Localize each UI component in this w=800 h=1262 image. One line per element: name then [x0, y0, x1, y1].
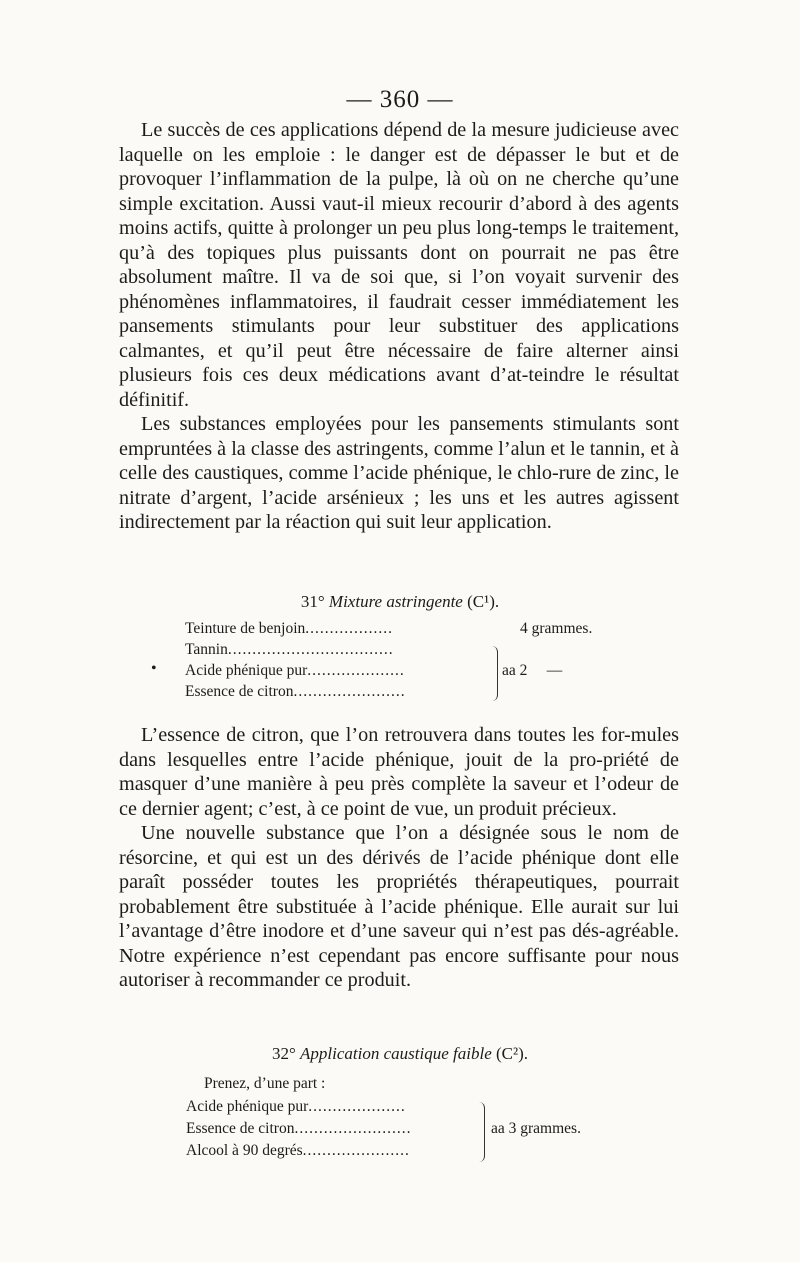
ingredient-line: Essence de citron........................	[186, 1120, 412, 1137]
text-block-1	[119, 118, 679, 535]
ingredient-line: Essence de citron.......................	[185, 683, 406, 700]
formula-32-title: 32° Application caustique faible (C²).	[271, 1044, 529, 1063]
formula-32-table	[186, 1075, 626, 1165]
grouping-brace	[491, 646, 498, 701]
ingredient-line: Teinture de benjoin..................	[185, 620, 394, 637]
ingredient-line: Acide phénique pur....................	[186, 1098, 406, 1115]
formula-intro: Prenez, d’une part :	[204, 1075, 326, 1092]
formula-31-title: 31° Mixture astringente (C¹).	[300, 592, 500, 611]
bullet-mark: •	[151, 660, 157, 677]
ingredient-line: Acide phénique pur....................	[185, 662, 405, 679]
grouped-quantity: aa 3 grammes.	[491, 1120, 581, 1137]
page-number: — 360 —	[346, 86, 454, 113]
paragraph: L’essence de citron, que l’on retrouvera dans toutes les for-mules dans lesquelles entre l’acide phénique, jouit de la pro-priété de masquer d’une manière à peu près complète la saveur et l’odeur de ce dernier agent; c’est, à ce point de vue, un produit précieux.	[119, 724, 679, 820]
text-block-2	[119, 723, 679, 993]
formula-31-table	[151, 620, 615, 710]
paragraph: Une nouvelle substance que l’on a désignée sous le nom de résorcine, et qui est un des dérivés de l’acide phénique dont elle paraît posséder toutes les propriétés thérapeutiques, pourrait probablement être substituée à l’acide phénique. Elle aurait sur lui l’avantage d’être inodore et d’une saveur qui n’est pas dés-agréable. Notre expérience n’est cependant pas encore suffisante pour nous autoriser à recommander ce produit.	[119, 822, 679, 991]
paragraph: Le succès de ces applications dépend de la mesure judicieuse avec laquelle on les emploie : le danger est de dépasser le but et de provoquer l’inflammation de la pulpe, là où on ne cherche qu’une simple excitation. Aussi vaut-il mieux recourir d’abord à des agents moins actifs, quitte à prolonger un peu plus long-temps le traitement, qu’à des topiques plus puissants dont on pourrait ne pas être absolument maître. Il va de soi que, si l’on voyait survenir des phénomènes inflammatoires, il faudrait cesser immédiatement les pansements stimulants pour leur substituer des applications calmantes, et qu’il peut être nécessaire de faire alterner ainsi plusieurs fois ces deux médications avant d’at-teindre le résultat définitif.	[119, 119, 679, 411]
ingredient-line: Tannin..................................	[185, 641, 394, 658]
ingredient-quantity: 4 grammes.	[520, 620, 593, 637]
grouped-quantity: aa 2 —	[502, 662, 563, 679]
ingredient-line: Alcool à 90 degrés......................	[186, 1142, 410, 1159]
paragraph: Les substances employées pour les pansements stimulants sont empruntées à la classe des astringents, comme l’alun et le tannin, et à celle des caustiques, comme l’acide phénique, le chlo-rure de zinc, le nitrate d’argent, l’acide arsénieux ; les uns et les autres agissent indirectement par la réaction qui suit leur application.	[119, 413, 679, 533]
grouping-brace	[478, 1102, 485, 1162]
